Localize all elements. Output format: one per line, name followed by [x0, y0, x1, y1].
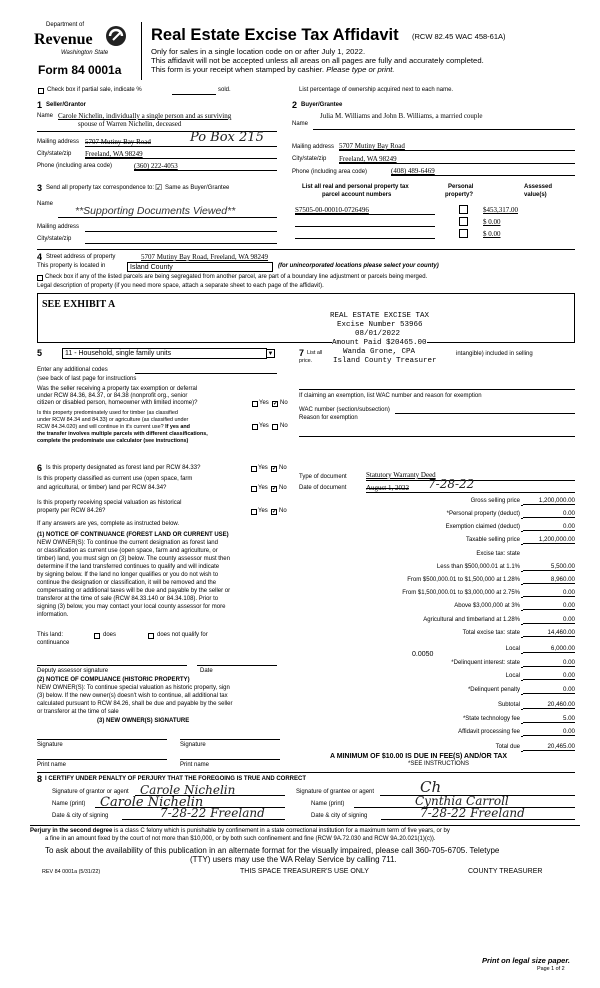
current-use-no-checkbox[interactable]: ✓: [272, 486, 278, 492]
forest-question: Is this property designated as forest land per RCW 84.33?: [46, 465, 201, 471]
grantor-name-label: Name (print): [52, 801, 86, 807]
assessed-value[interactable]: $ 0.00: [483, 218, 501, 226]
seller-city-value[interactable]: Freeland, WA 98249: [85, 150, 143, 158]
tax-row-value[interactable]: 0.00: [523, 659, 575, 667]
minimum-due-note: A MINIMUM OF $10.00 IS DUE IN FEE(S) AND/OR TAX: [330, 753, 508, 760]
stamp-line-1: REAL ESTATE EXCISE TAX: [330, 312, 430, 320]
stamp-line-6: Island County Treasurer: [333, 357, 437, 365]
historic-yes-checkbox[interactable]: [251, 509, 257, 515]
exemption-no-checkbox[interactable]: ✓: [273, 401, 279, 407]
current-use-yes-label: Yes: [258, 485, 268, 491]
additional-codes-field[interactable]: [135, 373, 277, 374]
notice-1-line: compensating or additional taxes will be due and payable by the seller or: [37, 588, 231, 594]
stamp-line-3: 08/01/2022: [355, 330, 401, 338]
grantee-date-label: Date & city of signing: [311, 813, 368, 819]
exhibit-reference: SEE EXHIBIT A: [42, 299, 116, 310]
certify-statement: I CERTIFY UNDER PENALTY OF PERJURY THAT THE FOREGOING IS TRUE AND CORRECT: [45, 776, 307, 782]
notice-2-line: or transferor at the time of sale: [37, 709, 119, 715]
personal-heading-1: Personal: [448, 184, 474, 190]
tax-row-label: Gross selling price: [470, 498, 520, 504]
doc-date-underline: [366, 492, 575, 493]
notice-1-line: transferor at the time of sale (RCW 84.33.140 or 84.34.108). Prior to: [37, 596, 219, 602]
tax-row-value[interactable]: 0.00: [523, 510, 575, 518]
parcels-heading-2: parcel account numbers: [322, 192, 392, 198]
grantor-signature-handwritten: Carole Nichelin: [140, 783, 236, 797]
doc-date-label: Date of document: [299, 485, 347, 491]
notice-2-heading: (2) NOTICE OF COMPLIANCE (HISTORIC PROPERTY): [37, 677, 190, 683]
forest-no-checkbox[interactable]: ✓: [272, 466, 278, 472]
grantor-signature-label: Signature of grantor or agent: [52, 789, 129, 795]
tax-row-value[interactable]: 0.00: [523, 589, 575, 597]
personal-heading-2: property?: [445, 192, 474, 198]
tax-row-value[interactable]: 5,500.00: [523, 563, 575, 571]
deputy-date-label: Date: [200, 668, 213, 674]
notice-2-line: calculated pursuant to RCW 84.26, shall be due and payable by the seller: [37, 701, 233, 707]
correspondence-name-underline: [58, 217, 277, 218]
doc-date-handwritten: 7-28-22: [428, 477, 475, 491]
section-6-instruction: If any answers are yes, complete as instructed below.: [37, 521, 180, 527]
personal-property-checkbox[interactable]: [459, 205, 468, 214]
timber-question-d: the transfer involves multiple parcels with different classifications,: [37, 431, 208, 437]
grantee-signature-handwritten: Ch: [420, 778, 442, 796]
treasurer-use-only: THIS SPACE TREASURER'S USE ONLY: [240, 868, 369, 875]
section-7-number: 7: [299, 348, 305, 358]
located-label: This property is located in: [37, 263, 106, 269]
notice-1-heading: (1) NOTICE OF CONTINUANCE (FOREST LAND OR CURRENT USE): [37, 532, 229, 538]
correspondence-label: Send all property tax correspondence to:: [46, 185, 155, 191]
tax-row-label: *Personal property (deduct): [446, 511, 520, 517]
section-5-number: 5: [37, 348, 43, 358]
stamp-line-5: Wanda Grone, CPA: [343, 348, 416, 356]
tax-row-label: Local: [505, 646, 520, 652]
tax-row-value[interactable]: 0.00: [523, 686, 575, 694]
partial-sale-field[interactable]: [172, 94, 216, 95]
new-owner-print-2[interactable]: [180, 759, 280, 760]
buyer-name-underline: [313, 129, 575, 130]
historic-yes-label: Yes: [258, 508, 268, 514]
tax-row-label: Above $3,000,000 at 3%: [454, 603, 520, 609]
section-7-underline: [299, 389, 575, 390]
perjury-line-1: Perjury in the second degree is a class C felony which is punishable by confinement in a state correctional institution for a maximum term of five years, or by: [30, 828, 450, 834]
page-number: Page 1 of 2: [537, 966, 565, 972]
parcel-number-field[interactable]: [295, 226, 435, 227]
grantor-name-handwritten: Carole Nichelin: [100, 795, 204, 810]
notice-3-heading: (3) NEW OWNER(S) SIGNATURE: [97, 718, 190, 724]
partial-sale-label: Check box if partial sale, indicate %: [47, 87, 142, 93]
form-number: Form 84 0001a: [38, 63, 122, 77]
exemption-question-c: citizen or disabled person, homeowner with limited income)?: [37, 400, 198, 406]
assessed-heading-1: Assessed: [524, 184, 553, 190]
section-6-number: 6: [37, 463, 43, 473]
seller-heading: Seller/Grantor: [46, 102, 87, 108]
tax-row-value[interactable]: 14,460.00: [523, 629, 575, 637]
tax-row-label: Exemption claimed (deduct): [445, 524, 520, 530]
section-2-number: 2: [292, 100, 298, 110]
dept-line2: Revenue: [34, 31, 93, 48]
footer-divider: [30, 825, 580, 826]
tax-row-label: Total due: [495, 744, 520, 750]
segregated-checkbox[interactable]: [37, 275, 43, 281]
tax-row-label: Less than $500,000.01 at 1.1%: [436, 564, 520, 570]
grantor-date-label: Date & city of signing: [52, 813, 109, 819]
supporting-documents-note: **Supporting Documents Viewed**: [75, 205, 236, 217]
continuance-label: continuance: [37, 640, 70, 646]
notice-1-line: by signing below. If the land no longer qualifies or you do not wish to: [37, 572, 219, 578]
buyer-mailing-underline: [339, 150, 575, 151]
current-use-question-b: and agricultural, or timber) land per RCW 84.34?: [37, 485, 167, 491]
tax-row-label: Total excise tax: state: [462, 630, 520, 636]
tax-row-label: Agricultural and timberland at 1.28%: [423, 617, 520, 623]
buyer-phone-value[interactable]: (408) 489-6469: [391, 167, 435, 175]
correspondence-city-field[interactable]: [85, 243, 277, 244]
header-note-2: This affidavit will not be accepted unless all areas on all pages are fully and accurately completed.: [151, 56, 484, 65]
tax-row-value[interactable]: 1,200,000.00: [523, 497, 575, 505]
timber-yes-checkbox[interactable]: [252, 424, 258, 430]
county-treasurer-label: COUNTY TREASURER: [468, 868, 543, 875]
buyer-city-label: City/state/zip: [292, 156, 327, 162]
grantee-signature-label: Signature of grantee or agent: [296, 789, 375, 795]
exemption-question-a: Was the seller receiving a property tax exemption or deferral: [37, 386, 198, 392]
tax-row-label: Taxable selling price: [465, 537, 520, 543]
notice-1-line: information.: [37, 612, 69, 618]
alt-format-line-2: (TTY) users may use the WA Relay Service by calling 711.: [190, 855, 397, 864]
section-8-divider: [37, 772, 575, 773]
dept-line1: Department of: [46, 22, 85, 28]
perjury-line-2: a fine in an amount fixed by the court of not more than $10,000, or by both such confinement and fine (RCW 9A.72.030 and RCW 9A.20.021(1)(c)).: [45, 836, 436, 842]
forest-yes-checkbox[interactable]: [251, 466, 257, 472]
assessed-value[interactable]: $ 0.00: [483, 230, 501, 238]
seller-city-label: City/state/zip: [37, 151, 72, 157]
print-name-label-2: Print name: [180, 762, 210, 768]
legal-paper-note: Print on legal size paper.: [482, 956, 570, 965]
historic-no-checkbox[interactable]: ✓: [272, 509, 278, 515]
signature-label-2: Signature: [180, 742, 206, 748]
correspondence-mailing-field[interactable]: [85, 231, 277, 232]
wac-field[interactable]: [395, 413, 575, 414]
timber-question-e: complete the predominate use calculator (see instructions): [37, 438, 189, 444]
parcel-number-field[interactable]: [295, 238, 435, 239]
doc-type-value[interactable]: Statutory Warranty Deed: [366, 471, 436, 479]
new-owner-signature-2[interactable]: [180, 739, 280, 740]
deputy-signature-field[interactable]: [37, 665, 187, 666]
doc-date-value[interactable]: August 1, 2022: [366, 484, 409, 492]
notice-2-line: (3) below. If the new owner(s) doesn't wish to continue, all additional tax: [37, 693, 228, 699]
signature-label-1: Signature: [37, 742, 63, 748]
same-as-buyer-label: Same as Buyer/Grantee: [165, 185, 230, 191]
county-select[interactable]: Island County: [127, 262, 273, 272]
seller-mailing-underline: [85, 146, 277, 147]
historic-question-a: Is this property receiving special valuation as historical: [37, 500, 182, 506]
seller-phone-value[interactable]: (360) 222-4053: [134, 162, 178, 170]
tax-row-label: *State technology fee: [462, 716, 520, 722]
section-8-number: 8: [37, 774, 43, 784]
notice-1-line: signing (3) below, you may contact your local county assessor for more: [37, 604, 226, 610]
legal-description-label: Legal description of property (if you need more space, attach a separate sheet to each page of the affidavit).: [37, 283, 324, 289]
dept-line3: Washington State: [61, 50, 109, 56]
land-use-code-select[interactable]: 11 - Household, single family units: [62, 348, 267, 359]
see-instructions: *SEE INSTRUCTIONS: [408, 761, 470, 767]
local-rate: 0.0050: [412, 651, 434, 658]
same-as-buyer-checkbox[interactable]: ☑: [155, 183, 163, 192]
tax-row-value[interactable]: 0.00: [523, 728, 575, 736]
rcw-reference: (RCW 82.45 WAC 458-61A): [412, 32, 506, 41]
deputy-signature-label: Deputy assessor signature: [37, 668, 109, 674]
buyer-mailing-value[interactable]: 5707 Mutiny Bay Road: [339, 142, 405, 150]
forest-yes-label: Yes: [258, 465, 268, 471]
does-qualify-checkbox[interactable]: [94, 633, 100, 639]
seller-name-value[interactable]: Carole Nichelin, individually a single person and as surviving: [58, 112, 232, 120]
seller-mailing-handwritten: Po Box 215: [190, 130, 264, 145]
tax-row-value[interactable]: 8,960.00: [523, 576, 575, 584]
segregated-label: Check box if any of the listed parcels are being segregated from another parcel, are part of a boundary line adjustment or parcels being merged.: [45, 274, 428, 280]
seller-city-underline: [85, 158, 277, 159]
historic-question-b: property per RCW 84.26?: [37, 508, 106, 514]
additional-codes-note: (see back of last page for instructions: [37, 376, 137, 382]
print-name-label-1: Print name: [37, 762, 67, 768]
section-7-label-1: List all: [307, 350, 323, 356]
county-note: (for unincorporated locations please select your county): [278, 263, 439, 269]
seller-name-value-2[interactable]: spouse of Warren Nichelin, deceased: [78, 120, 182, 128]
does-not-qualify-label: does not qualify for: [157, 632, 208, 638]
partial-sale-checkbox[interactable]: [38, 88, 44, 94]
timber-question-b: under RCW 84.34 and 84.33) or agriculture (as classified under: [37, 417, 189, 423]
assessed-value[interactable]: $453,317.00: [483, 206, 518, 214]
deputy-date-field[interactable]: [197, 665, 277, 666]
notice-1-line: timber) land, you must sign on (3) below. The county assessor must then: [37, 556, 230, 562]
timber-yes-label: Yes: [259, 423, 269, 429]
sold-label: sold.: [218, 87, 231, 93]
buyer-name-label: Name: [292, 121, 309, 127]
revenue-logo-icon: [104, 24, 128, 48]
does-not-qualify-checkbox[interactable]: [148, 633, 154, 639]
tax-row-label: Excise tax: state: [476, 551, 520, 557]
assessed-heading-2: value(s): [524, 192, 547, 198]
chevron-down-icon[interactable]: ▼: [267, 351, 274, 357]
grantee-name-handwritten: Cynthia Carroll: [415, 794, 509, 808]
seller-mailing-value[interactable]: 5707 Mutiny Bay Road: [85, 138, 151, 146]
tax-row-value[interactable]: 0.00: [523, 602, 575, 610]
buyer-city-value[interactable]: Freeland, WA 98249: [339, 155, 397, 163]
section-7-tail: intangible) included in selling: [456, 351, 533, 357]
wac-label: WAC number (section/subsection): [299, 407, 390, 413]
seller-mailing-label: Mailing address: [37, 139, 80, 145]
buyer-name-value[interactable]: Julia M. Williams and John B. Williams, a married couple: [320, 112, 483, 120]
historic-no-label: No: [279, 508, 287, 514]
tax-row-value[interactable]: 0.00: [523, 616, 575, 624]
exemption-yes-label: Yes: [259, 400, 269, 406]
street-value[interactable]: 5707 Mutiny Bay Road, Freeland, WA 98249: [141, 253, 269, 261]
buyer-city-underline: [339, 163, 575, 164]
timber-no-checkbox[interactable]: [272, 424, 278, 430]
notice-1-line: or classification as current use (open space, farm and agriculture, or: [37, 548, 218, 554]
reason-field[interactable]: [299, 436, 575, 437]
page-title: Real Estate Excise Tax Affidavit: [151, 26, 399, 44]
notice-1-line: continue the designation or classification, it will be removed and the: [37, 580, 217, 586]
doc-type-label: Type of document: [299, 474, 347, 480]
new-owner-print-1[interactable]: [37, 759, 167, 760]
exemption-yes-checkbox[interactable]: [252, 401, 258, 407]
exemption-question-b: under RCW 84.36, 84.37, or 84.38 (nonprofit org., senior: [37, 393, 188, 399]
stamp-line-4: Amount Paid $20465.00: [332, 339, 427, 347]
legal-description-box[interactable]: [37, 293, 575, 343]
tax-row-value[interactable]: 1,200,000.00: [523, 536, 575, 544]
parcel-number[interactable]: S7505-00-00010-0726496: [295, 206, 369, 214]
tax-row-value[interactable]: 20,465.00: [523, 743, 575, 751]
tax-row-value[interactable]: 0.00: [523, 523, 575, 531]
header-divider: [141, 22, 142, 80]
does-qualify-label: does: [103, 632, 117, 638]
buyer-phone-underline: [391, 175, 575, 176]
new-owner-signature-1[interactable]: [37, 739, 167, 740]
exemption-no-label: No: [280, 400, 288, 406]
section-3-number: 3: [37, 183, 43, 193]
section-4-divider: [37, 249, 575, 250]
notice-2-line: NEW OWNER(S): To continue special valuation as historic property, sign: [37, 685, 230, 691]
exemption-instruction: If claiming an exemption, list WAC number and reason for exemption: [299, 393, 482, 399]
section-7-label-2: price.: [299, 358, 313, 364]
current-use-no-label: No: [279, 485, 287, 491]
tax-row-label: Subtotal: [497, 702, 520, 708]
timber-question-a: Is this property predominately used for timber (as classified: [37, 410, 178, 416]
grantee-date-handwritten: 7-28-22 Freeland: [420, 806, 525, 820]
grantee-name-label: Name (print): [311, 801, 345, 807]
timber-question-c: RCW 84.34.020) and will continue in it's current use? If yes and: [37, 424, 190, 430]
seller-name-label: Name: [37, 113, 54, 119]
stamp-line-2: Excise Number 53966: [337, 321, 423, 329]
buyer-heading: Buyer/Grantee: [301, 102, 343, 108]
timber-no-label: No: [280, 423, 288, 429]
seller-phone-label: Phone (including area code): [37, 163, 113, 169]
current-use-yes-checkbox[interactable]: [251, 486, 257, 492]
alt-format-line-1: To ask about the availability of this publication in an alternate format for the visually impaired, please call 360-705-6705. Teletype: [45, 846, 500, 855]
personal-property-checkbox[interactable]: [459, 229, 468, 238]
reason-label: Reason for exemption: [299, 415, 358, 421]
additional-codes-label: Enter any additional codes: [37, 367, 108, 373]
grantor-date-handwritten: 7-28-22 Freeland: [160, 806, 265, 820]
parcels-heading-1: List all real and personal property tax: [302, 184, 409, 190]
notice-1-line: determine if the land transferred continues to qualify and will indicate: [37, 564, 220, 570]
buyer-phone-label: Phone (including area code): [292, 169, 368, 175]
buyer-mailing-label: Mailing address: [292, 144, 335, 150]
this-land-label: This land:: [37, 632, 64, 638]
section-4-number: 4: [37, 252, 43, 262]
tax-row-label: *Delinquent interest: state: [451, 660, 520, 666]
revision-number: REV 84 0001a (5/31/22): [42, 869, 101, 875]
correspondence-mailing-label: Mailing address: [37, 224, 80, 230]
notice-1-line: NEW OWNER(S): To continue the current designation as forest land: [37, 540, 218, 546]
street-label: Street address of property: [46, 254, 116, 260]
tax-row-label: From $1,500,000.01 to $3,000,000 at 2.75%: [402, 590, 520, 596]
section-1-number: 1: [37, 100, 43, 110]
tax-row-value[interactable]: 5.00: [523, 715, 575, 723]
tax-row-value[interactable]: 20,460.00: [523, 701, 575, 709]
tax-row-value[interactable]: 0.00: [523, 672, 575, 680]
correspondence-name-label: Name: [37, 201, 54, 207]
tax-row-label: Local: [505, 673, 520, 679]
personal-property-checkbox[interactable]: [459, 217, 468, 226]
parcel-underline: [295, 214, 435, 215]
forest-no-label: No: [279, 465, 287, 471]
correspondence-city-label: City/state/zip: [37, 236, 72, 242]
tax-row-value[interactable]: 6,000.00: [523, 645, 575, 653]
header-note-1: Only for sales in a single location code on or after July 1, 2022.: [151, 47, 366, 56]
current-use-question-a: Is this property classified as current use (open space, farm: [37, 476, 193, 482]
tax-row-label: Affidavit processing fee: [458, 729, 520, 735]
seller-phone-underline: [134, 170, 277, 171]
tax-row-label: *Delinquent penalty: [467, 687, 520, 693]
ownership-note: List percentage of ownership acquired next to each name.: [299, 87, 454, 93]
header-note-3: This form is your receipt when stamped by cashier. Please type or print.: [151, 65, 395, 74]
tax-row-label: From $500,000.01 to $1,500,000 at 1.28%: [407, 577, 520, 583]
